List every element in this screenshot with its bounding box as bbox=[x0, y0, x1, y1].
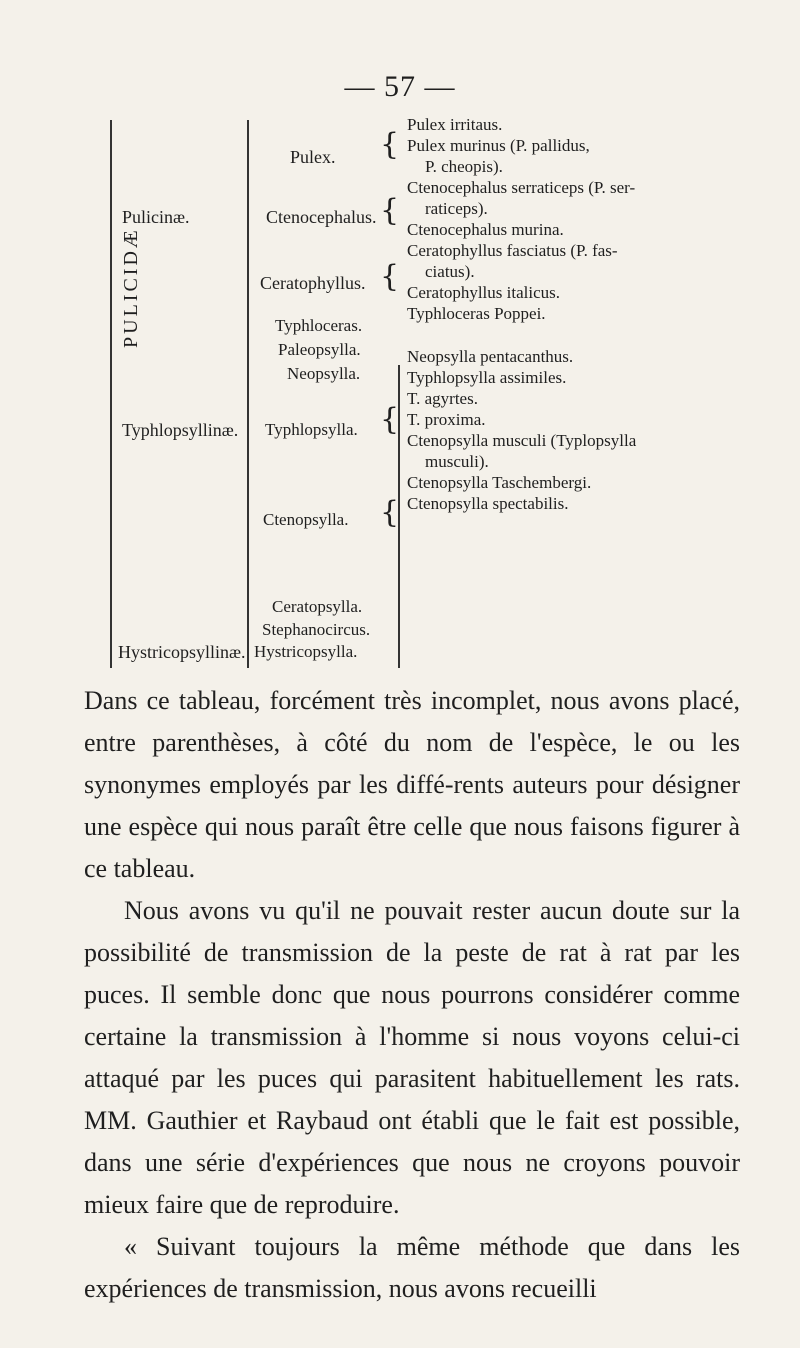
brace-pulex: { bbox=[380, 127, 400, 162]
family-label: PULICIDÆ bbox=[120, 227, 142, 348]
species-line: Typhloceras Poppei. bbox=[407, 304, 546, 323]
species-line: Ctenopsylla spectabilis. bbox=[407, 494, 569, 513]
species-line: Ctenocephalus serraticeps (P. ser- bbox=[407, 178, 636, 197]
brace-ctenopsylla: { bbox=[380, 495, 400, 530]
subfamily-pulicinae: Pulicinæ. bbox=[122, 207, 190, 227]
page-number: — 57 — bbox=[344, 70, 456, 103]
species-line: raticeps). bbox=[425, 199, 488, 218]
species-line: Ceratophyllus italicus. bbox=[407, 283, 560, 302]
species-line: ciatus). bbox=[425, 262, 475, 281]
genus-ctenopsylla: Ctenopsylla. bbox=[263, 510, 349, 529]
species-line: P. cheopis). bbox=[425, 157, 503, 176]
genus-hystricopsylla: Hystricopsylla. bbox=[254, 642, 358, 661]
brace-typhlopsylla: { bbox=[380, 402, 400, 437]
family-bracket-line bbox=[110, 120, 112, 668]
subfamily-bracket-line bbox=[247, 120, 249, 668]
genus-typhloceras: Typhloceras. bbox=[275, 316, 363, 335]
brace-ceratophyllus: { bbox=[380, 259, 400, 294]
species-line: Pulex murinus (P. pallidus, bbox=[407, 136, 590, 155]
species-line: Ctenopsylla Taschembergi. bbox=[407, 473, 592, 492]
species-line: Neopsylla pentacanthus. bbox=[407, 347, 574, 366]
genus-ceratopsylla: Ceratopsylla. bbox=[272, 597, 363, 616]
genus-pulex: Pulex. bbox=[290, 147, 336, 167]
genus-ceratophyllus: Ceratophyllus. bbox=[260, 273, 366, 293]
genus-ctenocephalus: Ctenocephalus. bbox=[266, 207, 377, 227]
species-line: Ctenopsylla musculi (Typlopsylla bbox=[407, 431, 637, 450]
body-text bbox=[84, 680, 740, 1310]
species-line: T. proxima. bbox=[407, 410, 486, 429]
genus-neopsylla: Neopsylla. bbox=[287, 364, 361, 383]
paragraph: Nous avons vu qu'il ne pouvait rester aucun doute sur la possibilité de transmission de la peste de rat à rat par les puces. Il semble donc que nous pourrons considérer comme certaine la transmission à l'homme si nous voyons celui-ci attaqué par les puces qui parasitent habituellement les rats. MM. Gauthier et Raybaud ont établi que le fait est possible, dans une série d'expériences que nous ne croyons pouvoir mieux faire que de reproduire. bbox=[84, 896, 740, 1219]
subfamily-typhlopsyllinae: Typhlopsyllinæ. bbox=[122, 420, 239, 440]
species-line: T. agyrtes. bbox=[407, 389, 478, 408]
species-line: Ctenocephalus murina. bbox=[407, 220, 564, 239]
subfamily-hystricopsyllinae: Hystricopsyllinæ. bbox=[118, 642, 246, 662]
paragraph: « Suivant toujours la même méthode que dans les expériences de transmission, nous avons recueilli bbox=[84, 1232, 740, 1303]
paragraph: Dans ce tableau, forcément très incomplet, nous avons placé, entre parenthèses, à côté du nom de l'espèce, le ou les synonymes employés par les diffé-rents auteurs pour désigner une espèce qui nous paraît être celle que nous faisons figurer à ce tableau. bbox=[84, 686, 740, 883]
genus-typhlopsylla: Typhlopsylla. bbox=[265, 420, 358, 439]
genus-paleopsylla: Paleopsylla. bbox=[278, 340, 361, 359]
brace-ctenocephalus: { bbox=[380, 193, 400, 228]
species-line: Ceratophyllus fasciatus (P. fas- bbox=[407, 241, 618, 260]
genus-stephanocircus: Stephanocircus. bbox=[262, 620, 371, 639]
species-line: musculi). bbox=[425, 452, 489, 471]
species-line: Typhlopsylla assimiles. bbox=[407, 368, 567, 387]
species-line: Pulex irritaus. bbox=[407, 115, 503, 134]
